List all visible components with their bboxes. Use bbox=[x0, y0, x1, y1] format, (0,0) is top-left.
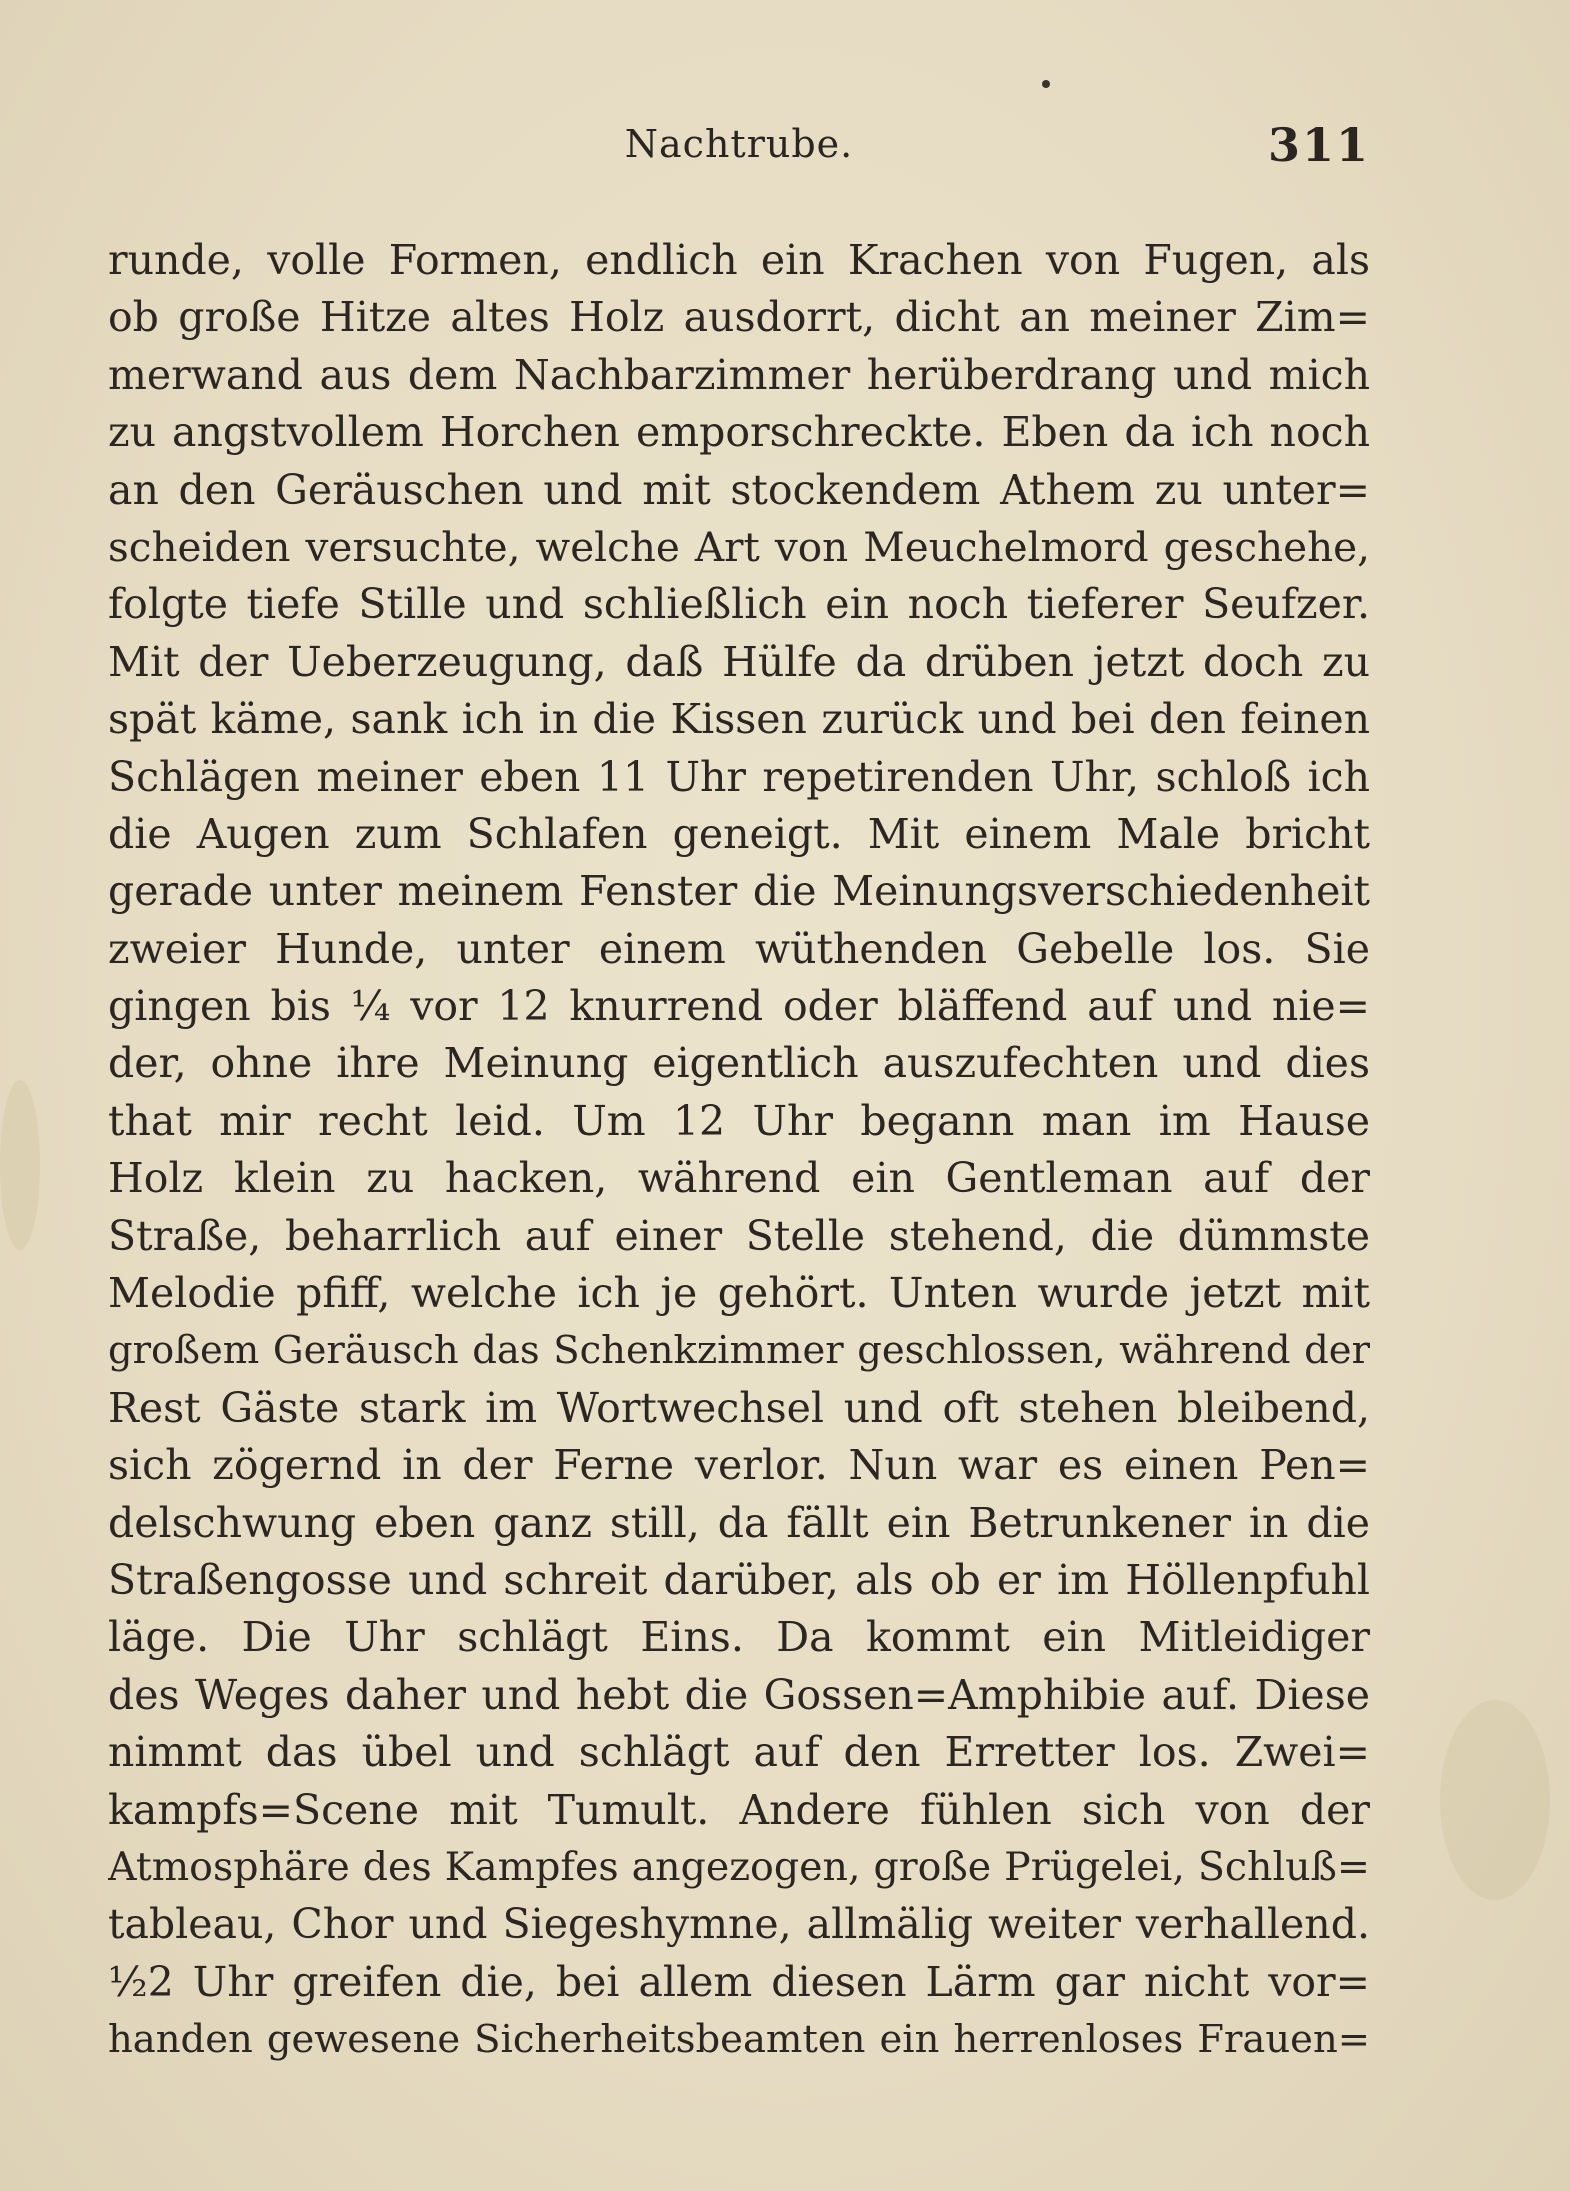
text-line: ob große Hitze altes Holz ausdorrt, dicht an meiner Zim= bbox=[108, 293, 1370, 342]
text-line: handen gewesene Sicherheitsbeamten ein herrenloses Frauen= bbox=[108, 2017, 1370, 2063]
text-line: Straße, beharrlich auf einer Stelle stehend, die dümmste bbox=[108, 1211, 1370, 1260]
paper-stain bbox=[1440, 1700, 1550, 1900]
text-line: tableau, Chor und Siegeshymne, allmälig weiter verhallend. bbox=[108, 1900, 1370, 1949]
text-line: Straßengosse und schreit darüber, als ob er im Höllenpfuhl bbox=[108, 1555, 1370, 1604]
text-line: gerade unter meinem Fenster die Meinungsverschiedenheit bbox=[108, 867, 1370, 916]
body-text bbox=[108, 232, 1370, 2069]
text-line: kampfs=Scene mit Tumult. Andere fühlen sich von der bbox=[108, 1785, 1370, 1834]
text-line: des Weges daher und hebt die Gossen=Amphibie auf. Diese bbox=[108, 1670, 1370, 1719]
text-line: zu angstvollem Horchen emporschreckte. Eben da ich noch bbox=[108, 408, 1370, 457]
page-number: 311 bbox=[1267, 118, 1370, 172]
text-line: delschwung eben ganz still, da fällt ein Betrunkener in die bbox=[108, 1498, 1370, 1547]
text-line: der, ohne ihre Meinung eigentlich auszufechten und dies bbox=[108, 1039, 1370, 1088]
text-line: Melodie pfiff, welche ich je gehört. Unten wurde jetzt mit bbox=[108, 1269, 1370, 1318]
text-line: runde, volle Formen, endlich ein Krachen von Fugen, als bbox=[108, 236, 1370, 284]
text-line: großem Geräusch das Schenkzimmer geschlossen, während der bbox=[108, 1328, 1370, 1374]
text-line: gingen bis ¼ vor 12 knurrend oder bläffend auf und nie= bbox=[108, 982, 1370, 1031]
page-header bbox=[108, 118, 1370, 178]
text-line: that mir recht leid. Um 12 Uhr begann man im Hause bbox=[108, 1096, 1370, 1145]
text-line: Holz klein zu hacken, während ein Gentleman auf der bbox=[108, 1154, 1370, 1203]
text-line: Atmosphäre des Kampfes angezogen, große Prügelei, Schluß= bbox=[108, 1843, 1370, 1890]
text-line: an den Geräuschen und mit stockendem Athem zu unter= bbox=[108, 465, 1370, 514]
text-line: Mit der Ueberzeugung, daß Hülfe da drüben jetzt doch zu bbox=[108, 637, 1370, 686]
text-line: spät käme, sank ich in die Kissen zurück und bei den feinen bbox=[108, 695, 1370, 744]
ink-dot bbox=[1042, 80, 1050, 88]
text-line: sich zögernd in der Ferne verlor. Nun war es einen Pen= bbox=[108, 1441, 1370, 1490]
text-line: ½2 Uhr greifen die, bei allem diesen Lärm gar nicht vor= bbox=[108, 1957, 1370, 2006]
text-line: Rest Gäste stark im Wortwechsel und oft stehen bleibend, bbox=[108, 1383, 1370, 1432]
text-line: die Augen zum Schlafen geneigt. Mit einem Male bricht bbox=[108, 809, 1370, 858]
text-line: folgte tiefe Stille und schließlich ein noch tieferer Seufzer. bbox=[108, 580, 1370, 629]
text-line: läge. Die Uhr schlägt Eins. Da kommt ein Mitleidiger bbox=[108, 1613, 1370, 1662]
text-line: zweier Hunde, unter einem wüthenden Gebelle los. Sie bbox=[108, 924, 1370, 973]
text-line: Schlägen meiner eben 11 Uhr repetirenden Uhr, schloß ich bbox=[108, 752, 1370, 801]
text-line: scheiden versuchte, welche Art von Meuchelmord geschehe, bbox=[108, 522, 1370, 571]
running-title: Nachtrube. bbox=[624, 122, 854, 166]
paper-stain bbox=[0, 1080, 40, 1250]
text-line: nimmt das übel und schlägt auf den Erretter los. Zwei= bbox=[108, 1728, 1370, 1777]
text-line: merwand aus dem Nachbarzimmer herüberdrang und mich bbox=[108, 350, 1370, 399]
